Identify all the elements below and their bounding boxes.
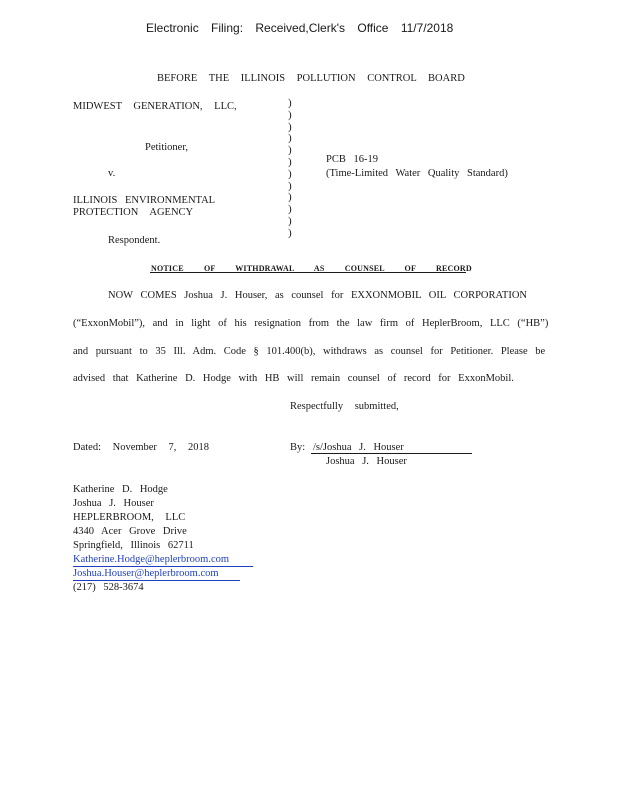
caption-party2-line2: PROTECTION AGENCY bbox=[73, 207, 194, 218]
notice-title-underline bbox=[150, 272, 466, 273]
caption-paren: ) bbox=[288, 191, 292, 204]
electronic-signature: /s/Joshua J. Houser bbox=[313, 442, 404, 453]
email-link-1[interactable]: Katherine.Hodge@heplerbroom.com bbox=[73, 554, 230, 565]
case-number: PCB 16-19 bbox=[326, 154, 378, 165]
caption-paren: ) bbox=[288, 179, 292, 192]
email-link-2[interactable]: Joshua.Houser@heplerbroom.com bbox=[73, 568, 219, 579]
caption-paren: ) bbox=[288, 226, 292, 239]
contact-name-1: Katherine D. Hodge bbox=[73, 484, 168, 495]
contact-firm: HEPLERBROOM, LLC bbox=[73, 512, 186, 523]
caption-paren: ) bbox=[288, 132, 292, 145]
caption-paren: ) bbox=[288, 167, 292, 180]
email-link-2-underline bbox=[73, 580, 240, 581]
filing-header: Electronic Filing: Received,Clerk's Office 11/7/2018 bbox=[146, 21, 454, 35]
closing: Respectfully submitted, bbox=[290, 401, 399, 412]
board-title: BEFORE THE ILLINOIS POLLUTION CONTROL BOARD bbox=[157, 73, 465, 84]
contact-city: Springfield, Illinois 62711 bbox=[73, 540, 194, 551]
caption-party2-line1: ILLINOIS ENVIRONMENTAL bbox=[73, 195, 216, 206]
body-line-3: and pursuant to 35 Ill. Adm. Code § 101.400(b), withdraws as counsel for Petitioner. Please be bbox=[73, 346, 546, 357]
body-line-1: NOW COMES Joshua J. Houser, as counsel for EXXONMOBIL OIL CORPORATION bbox=[108, 290, 528, 301]
email-link-1-underline bbox=[73, 566, 253, 567]
caption-parentheses bbox=[288, 98, 298, 240]
caption-respondent: Respondent. bbox=[108, 235, 161, 246]
dated-line: Dated: November 7, 2018 bbox=[73, 442, 210, 453]
caption-petitioner: Petitioner, bbox=[145, 142, 189, 153]
notice-title: NOTICE OF WITHDRAWAL AS COUNSEL OF RECORD bbox=[151, 264, 472, 273]
body-line-4: advised that Katherine D. Hodge with HB will remain counsel of record for ExxonMobil. bbox=[73, 373, 514, 384]
signatory-name: Joshua J. Houser bbox=[326, 456, 407, 467]
contact-name-2: Joshua J. Houser bbox=[73, 498, 154, 509]
caption-party1: MIDWEST GENERATION, LLC, bbox=[73, 101, 237, 112]
caption-paren: ) bbox=[288, 144, 292, 157]
caption-paren: ) bbox=[288, 97, 292, 109]
contact-street: 4340 Acer Grove Drive bbox=[73, 526, 187, 537]
signature-by-label: By: bbox=[290, 442, 306, 453]
caption-paren: ) bbox=[288, 108, 292, 121]
caption-versus: v. bbox=[108, 168, 116, 179]
caption-paren: ) bbox=[288, 214, 292, 227]
caption-paren: ) bbox=[288, 203, 292, 216]
signature-underline bbox=[311, 453, 472, 454]
body-line-2: (“ExxonMobil”), and in light of his resignation from the law firm of HeplerBroom, LLC (“HB”) bbox=[73, 318, 549, 329]
contact-phone: (217) 528-3674 bbox=[73, 582, 144, 593]
caption-paren: ) bbox=[288, 120, 292, 133]
caption-paren: ) bbox=[288, 155, 292, 168]
case-type: (Time-Limited Water Quality Standard) bbox=[326, 168, 508, 179]
